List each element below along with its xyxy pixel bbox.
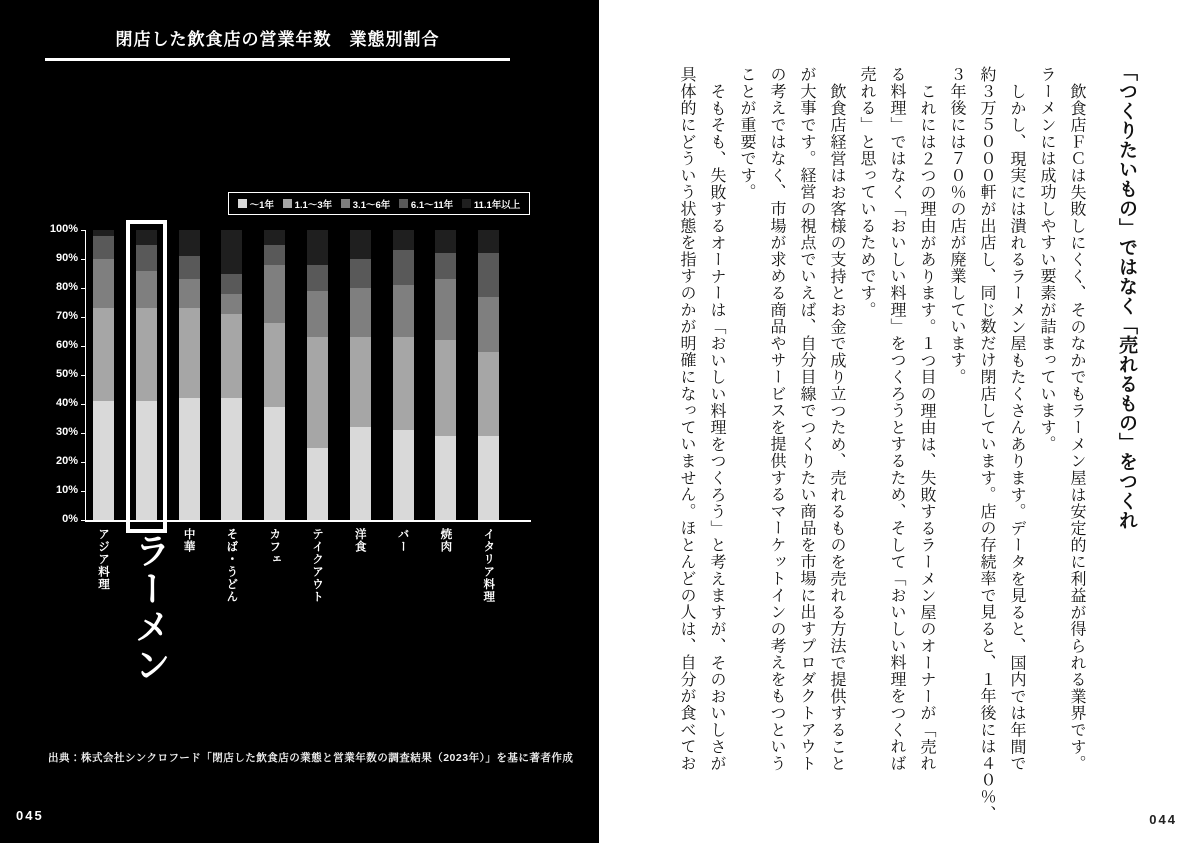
- legend-label: 1.1～3年: [294, 199, 333, 211]
- bar-segment: [478, 436, 499, 520]
- stacked-bar: [93, 230, 114, 520]
- bar-segment: [179, 279, 200, 308]
- page-number-left: 045: [16, 808, 44, 823]
- legend-item: [399, 197, 453, 211]
- bar-segment: [435, 436, 456, 520]
- y-tick-label: 30%: [55, 426, 78, 438]
- text-column: ３年後には７０％の店が廃業しています。: [948, 66, 967, 386]
- x-category-label: バー: [396, 528, 409, 553]
- highlight-frame: [126, 220, 167, 533]
- bar-segment: [393, 230, 414, 250]
- y-tick: [81, 288, 86, 289]
- y-tick-label: 10%: [55, 484, 78, 496]
- stacked-bar: [435, 230, 456, 520]
- bar-segment: [350, 427, 371, 520]
- y-tick: [81, 433, 86, 434]
- x-category-label: 焼肉: [439, 528, 452, 553]
- y-tick-label: 80%: [55, 281, 78, 293]
- stacked-bar: [221, 230, 242, 520]
- y-tick: [81, 491, 86, 492]
- stacked-bar: [307, 230, 328, 520]
- left-page: [0, 0, 599, 843]
- bar-segment: [350, 230, 371, 259]
- right-page: [599, 0, 1199, 843]
- bar-segment: [264, 245, 285, 265]
- plot-area: [49, 223, 531, 684]
- bar-segment: [435, 253, 456, 279]
- y-tick-label: 100%: [49, 223, 78, 235]
- stacked-bar: [264, 230, 285, 520]
- bar-segment: [179, 256, 200, 279]
- page-number-right: 044: [1149, 812, 1177, 827]
- text-column: しかし、現実には潰れるラーメン屋もたくさんあります。データを見ると、国内では年間で: [1008, 83, 1027, 772]
- bar-segment: [478, 253, 499, 297]
- bar-segment: [93, 308, 114, 401]
- text-column: 売れる」と思っているためです。: [858, 66, 877, 318]
- x-category-label: テイクアウト: [311, 528, 323, 603]
- text-column: ラーメンには成功しやすい要素が詰まっています。: [1038, 66, 1057, 453]
- legend-swatch: [462, 199, 471, 208]
- bar-segment: [264, 323, 285, 407]
- source-note: 出典：株式会社シンクロフード「閉店した飲食店の業態と営業年数の調査結果（2023年）」を基に著者作成: [48, 752, 574, 764]
- bar-segment: [393, 285, 414, 337]
- y-tick: [81, 375, 86, 376]
- y-tick: [81, 259, 86, 260]
- bar-segment: [350, 288, 371, 337]
- legend-swatch: [283, 199, 292, 208]
- text-column: これには２つの理由があります。１つ目の理由は、失敗するラーメン屋のオーナーが「売れ: [918, 83, 937, 772]
- y-tick: [81, 462, 86, 463]
- bar-segment: [307, 230, 328, 265]
- x-category-label: アジア料理: [97, 528, 109, 591]
- text-column: が大事です。経営の視点でいえば、自分目線でつくりたい商品を市場に出すプロダクトアウト: [798, 66, 817, 772]
- bar-segment: [350, 259, 371, 288]
- x-category-label: イタリア料理: [482, 528, 495, 603]
- x-category-label: ラーメン: [130, 532, 172, 684]
- text-column: る料理」ではなく「おいしい料理」をつくろうとするため、そして「おいしい料理をつくれば: [888, 66, 907, 772]
- bar-segment: [179, 230, 200, 256]
- y-tick-label: 20%: [55, 455, 78, 467]
- bar-segment: [179, 308, 200, 398]
- title-rule: [45, 58, 510, 61]
- bar-segment: [478, 297, 499, 352]
- legend-item: [238, 197, 274, 211]
- text-column: そもそも、失敗するオーナーは「おいしい料理をつくろう」と考えますが、そのおいしさが: [708, 83, 727, 772]
- text-column: 約３万５０００軒が出店し、同じ数だけ閉店しています。店の存続率で見ると、１年後には４０％、: [978, 66, 997, 822]
- text-column: 具体的にどういう状態を指すのかが明確になっていません。ほとんどの人は、自分が食べてお: [678, 66, 697, 772]
- legend-label: ～1年: [249, 199, 274, 211]
- y-tick-label: 40%: [55, 397, 78, 409]
- legend-swatch: [341, 199, 350, 208]
- bar-segment: [93, 401, 114, 520]
- section-heading: 「つくりたいもの」ではなく「売れるもの」をつくれ: [1116, 62, 1137, 530]
- bar-segment: [307, 337, 328, 447]
- bar-segment: [221, 274, 242, 294]
- legend-item: [462, 197, 520, 211]
- text-column: の考えではなく、市場が求める商品やサービスを提供するマーケットインの考えをもつという: [768, 66, 787, 772]
- bar-segment: [478, 352, 499, 436]
- bar-segment: [393, 430, 414, 520]
- bar-segment: [435, 279, 456, 340]
- stacked-bar: [179, 230, 200, 520]
- body-text: [599, 0, 1199, 843]
- bar-segment: [393, 337, 414, 430]
- bar-segment: [435, 340, 456, 436]
- bar-segment: [93, 259, 114, 308]
- legend-label: 3.1～6年: [352, 199, 391, 211]
- y-tick: [81, 230, 86, 231]
- y-tick-label: 0%: [62, 513, 78, 525]
- x-category-label: そば・うどん: [225, 528, 238, 603]
- bar-segment: [307, 291, 328, 337]
- y-tick-label: 50%: [55, 368, 78, 380]
- legend-item: [341, 197, 391, 211]
- bar-segment: [478, 230, 499, 253]
- bar-segment: [350, 337, 371, 427]
- bar-segment: [435, 230, 456, 253]
- stacked-bar: [350, 230, 371, 520]
- y-tick-label: 60%: [55, 339, 78, 351]
- chart-legend: [228, 192, 530, 215]
- bar-segment: [93, 236, 114, 259]
- legend-label: 11.1年以上: [473, 199, 521, 211]
- bar-segment: [264, 230, 285, 245]
- y-tick: [81, 404, 86, 405]
- legend-label: 6.1～11年: [410, 199, 454, 211]
- bar-segment: [264, 265, 285, 323]
- bar-segment: [393, 250, 414, 285]
- legend-swatch: [399, 199, 408, 208]
- y-tick: [81, 317, 86, 318]
- x-category-label: カフェ: [268, 528, 281, 566]
- bar-segment: [221, 314, 242, 398]
- text-column: ことが重要です。: [738, 66, 757, 201]
- bar-segment: [179, 398, 200, 520]
- text-column: 飲食店経営はお客様の支持とお金で成り立つため、売れるものを売れる方法で提供すること: [828, 83, 847, 772]
- legend-swatch: [238, 199, 247, 208]
- bar-segment: [221, 230, 242, 274]
- chart-title: 閉店した飲食店の営業年数 業態別割合: [115, 30, 440, 49]
- bar-segment: [307, 448, 328, 521]
- stacked-bar: [393, 230, 414, 520]
- bar-segment: [307, 265, 328, 291]
- y-tick: [81, 520, 86, 521]
- x-category-label: 中華: [182, 528, 195, 553]
- text-column: 飲食店ＦＣは失敗しにくく、そのなかでもラーメン屋は安定的に利益が得られる業界です。: [1068, 83, 1087, 772]
- bar-segment: [221, 398, 242, 520]
- x-category-label: 洋食: [353, 528, 366, 553]
- y-tick-label: 90%: [55, 252, 78, 264]
- y-tick-label: 70%: [55, 310, 78, 322]
- bar-segment: [221, 294, 242, 314]
- y-tick: [81, 346, 86, 347]
- bar-segment: [264, 407, 285, 520]
- stacked-bar: [478, 230, 499, 520]
- legend-item: [283, 197, 333, 211]
